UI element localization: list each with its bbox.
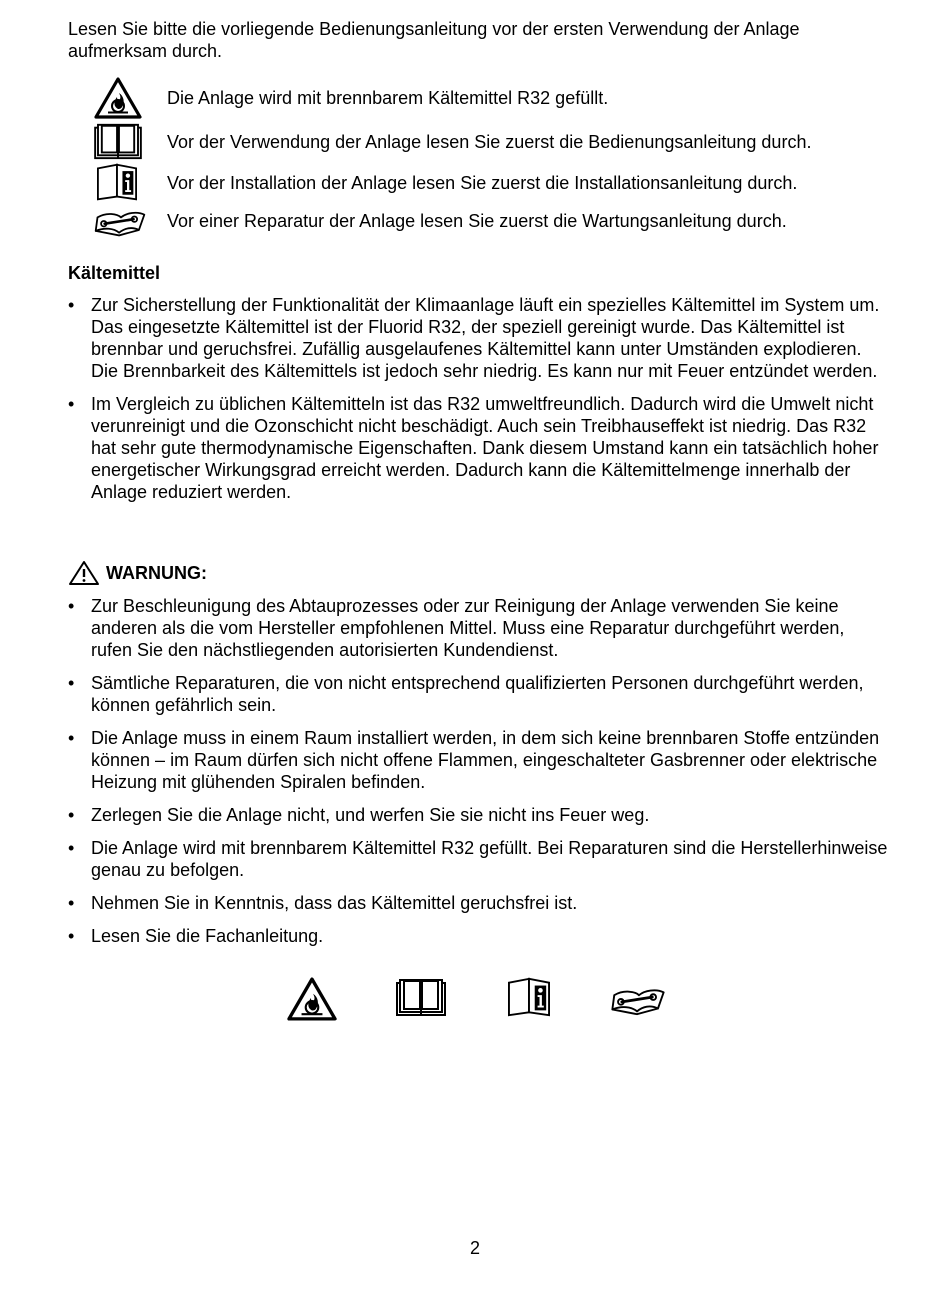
list-item: • Zur Sicherstellung der Funktionalität der Klimaanlage läuft ein spezielles Kältemittel im System um. Das eingesetzte Kältemittel ist der Fluorid R32, der speziell gereinigt wurde. Das Kältemittel ist brennbar und geruchsfrei. Zufällig ausgelaufenes Kältemittel kann unter Umständen explodieren. Die Brennbarkeit des Kältemittels ist jedoch sehr niedrig. Es kann nur mit Feuer entzündet werden. bbox=[68, 294, 888, 382]
bottom-symbol-strip bbox=[0, 976, 950, 1026]
operating-manual-icon bbox=[394, 976, 448, 1026]
service-manual-icon bbox=[92, 203, 148, 247]
list-item: • Zerlegen Sie die Anlage nicht, und werfen Sie sie nicht ins Feuer weg. bbox=[68, 804, 888, 826]
list-item: • Im Vergleich zu üblichen Kältemitteln ist das R32 umweltfreundlich. Dadurch wird die Umwelt nicht verunreinigt und die Ozonschicht nicht beschädigt. Auch sein Treibhauseffekt ist niedrig. Das R32 hat sehr gute thermodynamische Eigenschaften. Dank diesem Umstand kann ein tatsächlich hoher energetischer Wirkungsgrad erreicht werden. Dadurch kann die Kältemittelmenge innerhalb der Anlage reduziert werden. bbox=[68, 393, 888, 503]
symbol-text-flammable: Die Anlage wird mit brennbarem Kältemittel R32 gefüllt. bbox=[167, 88, 609, 108]
symbol-text-installation-manual: Vor der Installation der Anlage lesen Sie zuerst die Installationsanleitung durch. bbox=[167, 173, 798, 193]
symbol-text-service-manual: Vor einer Reparatur der Anlage lesen Sie zuerst die Wartungsanleitung durch. bbox=[167, 211, 787, 231]
service-manual-icon bbox=[608, 980, 668, 1030]
list-item: • Nehmen Sie in Kenntnis, dass das Kältemittel geruchsfrei ist. bbox=[68, 892, 888, 914]
warning-triangle-icon bbox=[68, 560, 100, 586]
symbol-row-operating-manual bbox=[92, 121, 892, 165]
list-item: • Lesen Sie die Fachanleitung. bbox=[68, 925, 888, 947]
list-item: • Sämtliche Reparaturen, die von nicht entsprechend qualifizierten Personen durchgeführt werden, können gefährlich sein. bbox=[68, 672, 888, 716]
symbol-row-service-manual bbox=[92, 203, 892, 247]
operating-manual-icon bbox=[92, 121, 148, 165]
flammable-warning-icon bbox=[92, 76, 148, 120]
installation-manual-icon bbox=[503, 976, 555, 1026]
refrigerant-heading: Kältemittel bbox=[68, 263, 161, 283]
warning-label: WARNUNG: bbox=[106, 563, 207, 583]
list-item: • Zur Beschleunigung des Abtauprozesses oder zur Reinigung der Anlage verwenden Sie keine anderen als die vom Hersteller empfohlenen Mittel. Muss eine Reparatur durchgeführt werden, rufen Sie den nächstliegenden autorisierten Kundendienst. bbox=[68, 595, 888, 661]
page-number: 2 bbox=[469, 1238, 480, 1258]
symbol-text-operating-manual: Vor der Verwendung der Anlage lesen Sie zuerst die Bedienungsanleitung durch. bbox=[167, 132, 812, 152]
warning-list bbox=[68, 595, 888, 958]
symbol-row-flammable bbox=[92, 76, 892, 120]
refrigerant-list bbox=[68, 294, 888, 514]
list-item: • Die Anlage wird mit brennbarem Kältemittel R32 gefüllt. Bei Reparaturen sind die Herstellerhinweise genau zu befolgen. bbox=[68, 837, 888, 881]
flammable-warning-icon bbox=[286, 976, 338, 1026]
warning-header bbox=[68, 560, 207, 586]
symbol-row-installation-manual bbox=[92, 162, 892, 206]
intro-text: Lesen Sie bitte die vorliegende Bedienungsanleitung vor der ersten Verwendung der Anlage aufmerksam durch. bbox=[68, 19, 800, 61]
installation-manual-icon bbox=[92, 162, 148, 206]
list-item: • Die Anlage muss in einem Raum installiert werden, in dem sich keine brennbaren Stoffe entzünden können – im Raum dürfen sich nicht offene Flammen, eingeschalteter Gasbrenner oder elektrische Heizung mit glühenden Spiralen befinden. bbox=[68, 727, 888, 793]
